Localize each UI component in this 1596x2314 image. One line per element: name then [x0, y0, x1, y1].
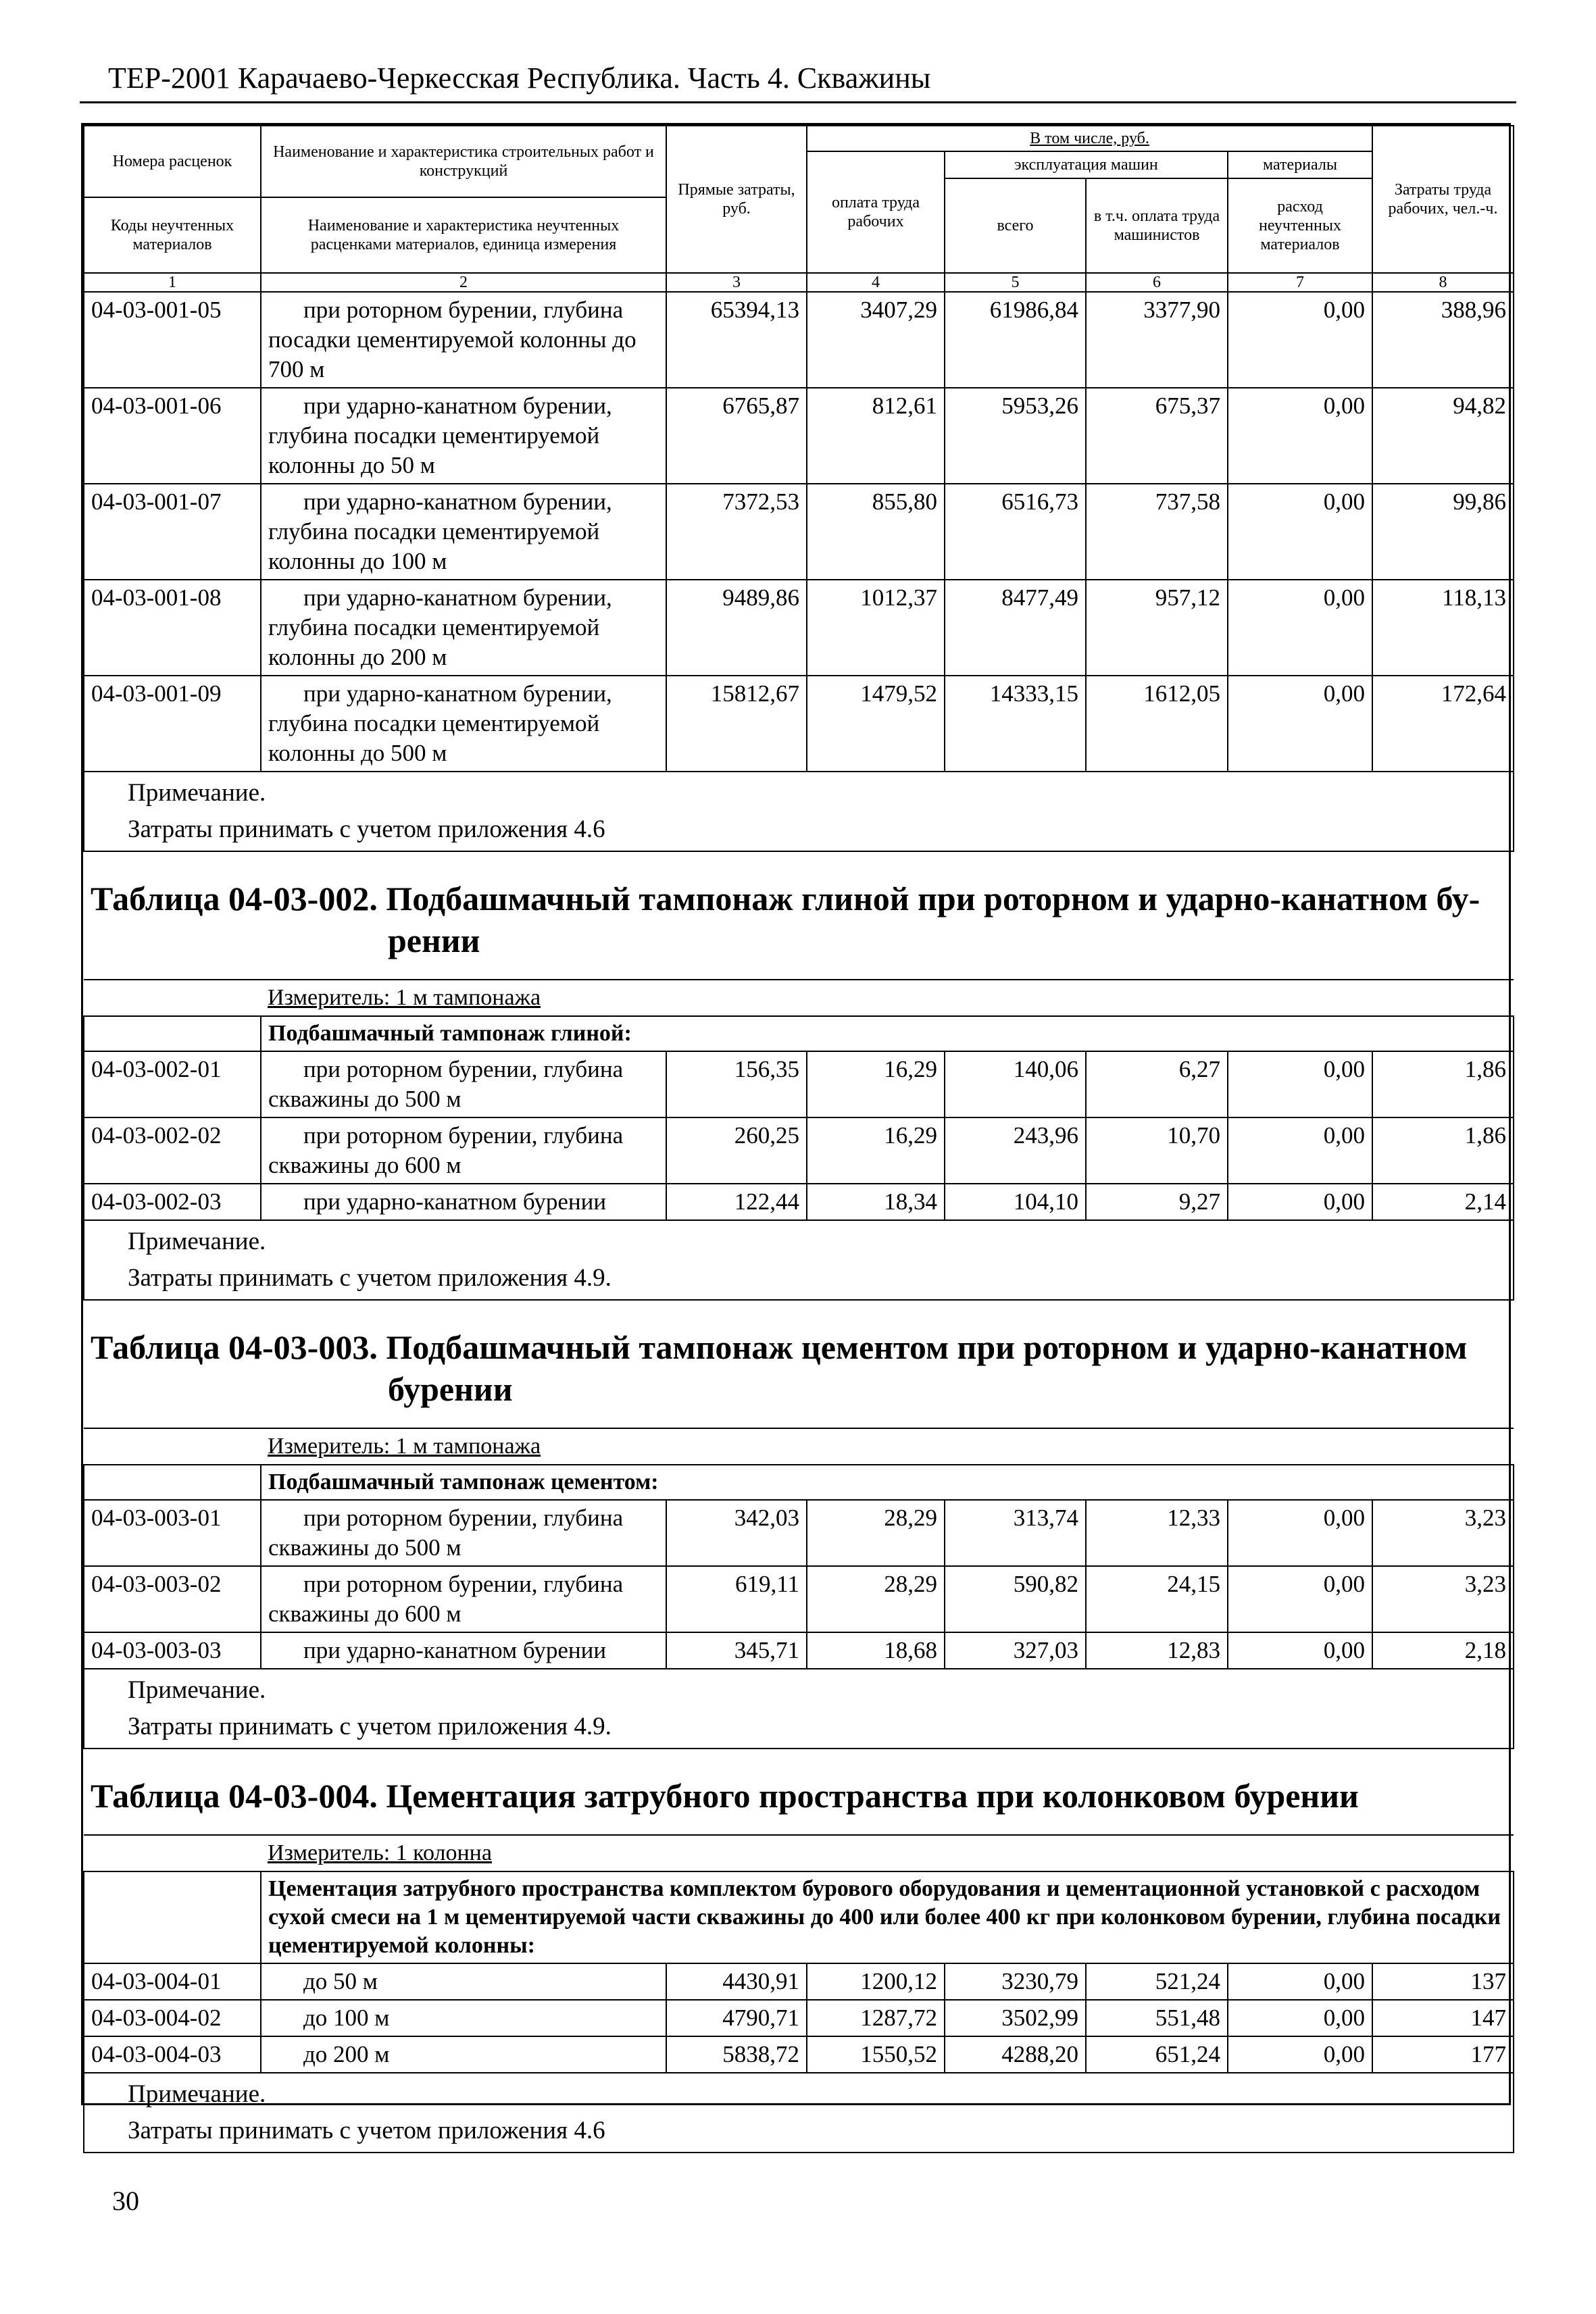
- header-labor-hours: Затраты труда рабочих, чел.-ч.: [1372, 126, 1514, 273]
- rate-value: 3230,79: [945, 1963, 1086, 2000]
- rate-value: 14333,15: [945, 676, 1086, 772]
- table-title-line2: бурении: [388, 1370, 513, 1408]
- rate-value: 0,00: [1228, 1632, 1372, 1669]
- section-subheading: Подбашмачный тампонаж цементом:: [261, 1465, 1514, 1500]
- table-title-line1: Таблица 04-03-004. Цементация затрубного пространства при колонковом бурении: [91, 1777, 1359, 1815]
- rate-value: 140,06: [945, 1051, 1086, 1117]
- rate-value: 0,00: [1228, 2000, 1372, 2036]
- table-row: [84, 1566, 1514, 1632]
- rate-value: 0,00: [1228, 580, 1372, 676]
- rate-value: 5953,26: [945, 388, 1086, 484]
- rate-value: 0,00: [1228, 1051, 1372, 1117]
- rate-value: 388,96: [1372, 292, 1514, 388]
- rate-value: 855,80: [807, 484, 945, 580]
- rate-code: 04-03-003-01: [84, 1500, 261, 1566]
- rate-value: 104,10: [945, 1184, 1086, 1220]
- table-title: [84, 1749, 1514, 1835]
- rate-value: 65394,13: [666, 292, 807, 388]
- rate-code: 04-03-001-07: [84, 484, 261, 580]
- rate-value: 313,74: [945, 1500, 1086, 1566]
- note-text: Затраты принимать с учетом приложения 4.6: [128, 815, 605, 843]
- rate-value: 12,83: [1086, 1632, 1228, 1669]
- rate-description: при ударно-канатном бурении, глубина посадки цементируемой колонны до 500 м: [261, 676, 666, 772]
- header-machine-ops: эксплуатация машин: [945, 151, 1228, 178]
- rate-value: 94,82: [1372, 388, 1514, 484]
- rate-value: 2,18: [1372, 1632, 1514, 1669]
- rate-value: 2,14: [1372, 1184, 1514, 1220]
- rate-code: 04-03-003-02: [84, 1566, 261, 1632]
- table-title: [84, 851, 1514, 980]
- note-title: Примечание.: [128, 2080, 266, 2108]
- rate-description: при ударно-канатном бурении, глубина посадки цементируемой колонны до 200 м: [261, 580, 666, 676]
- header-materials: материалы: [1228, 151, 1372, 178]
- rate-value: 6765,87: [666, 388, 807, 484]
- table-title: [84, 1300, 1514, 1428]
- section-subheading: Цементация затрубного пространства комплектом бурового оборудования и цементационной установкой с расходом сухой смеси на 1 м цементируемой части скважины до 400 или более 400 кг при колонковом бурении, глубина посадки цементируемой колонны:: [261, 1871, 1514, 1963]
- rate-value: 61986,84: [945, 292, 1086, 388]
- page-header: ТЕР-2001 Карачаево-Черкесская Республика. Часть 4. Скважины: [108, 61, 931, 95]
- rate-value: 4288,20: [945, 2036, 1086, 2073]
- rate-description: при ударно-канатном бурении: [261, 1632, 666, 1669]
- rate-value: 1479,52: [807, 676, 945, 772]
- header-direct-costs: Прямые затраты, руб.: [666, 126, 807, 273]
- rates-table: [83, 125, 1514, 2153]
- rates-table-frame: [81, 123, 1511, 2144]
- rate-code: 04-03-001-06: [84, 388, 261, 484]
- rate-value: 3377,90: [1086, 292, 1228, 388]
- rate-value: 172,64: [1372, 676, 1514, 772]
- rate-value: 9,27: [1086, 1184, 1228, 1220]
- measure-unit: Измеритель: 1 м тампонажа: [261, 1428, 1514, 1465]
- rate-value: 345,71: [666, 1632, 807, 1669]
- rate-code: 04-03-003-03: [84, 1632, 261, 1669]
- rate-value: 0,00: [1228, 484, 1372, 580]
- section-subheading: Подбашмачный тампонаж глиной:: [261, 1016, 1514, 1051]
- table-row: [84, 1963, 1514, 2000]
- rate-value: 5838,72: [666, 2036, 807, 2073]
- rate-code: 04-03-001-09: [84, 676, 261, 772]
- rate-value: 99,86: [1372, 484, 1514, 580]
- rate-value: 6516,73: [945, 484, 1086, 580]
- rate-value: 1287,72: [807, 2000, 945, 2036]
- rate-value: 15812,67: [666, 676, 807, 772]
- rate-value: 1550,52: [807, 2036, 945, 2073]
- column-number: 5: [945, 273, 1086, 292]
- rate-value: 0,00: [1228, 1566, 1372, 1632]
- header-including: В том числе, руб.: [807, 126, 1372, 151]
- rate-value: 16,29: [807, 1051, 945, 1117]
- rate-value: 957,12: [1086, 580, 1228, 676]
- rate-description: при роторном бурении, глубина скважины до 600 м: [261, 1566, 666, 1632]
- rate-value: 12,33: [1086, 1500, 1228, 1566]
- rate-value: 260,25: [666, 1117, 807, 1184]
- table-row: [84, 292, 1514, 388]
- rate-description: до 50 м: [261, 1963, 666, 2000]
- rate-value: 0,00: [1228, 388, 1372, 484]
- table-row: [84, 484, 1514, 580]
- rate-value: 342,03: [666, 1500, 807, 1566]
- header-total: всего: [945, 178, 1086, 273]
- rate-value: 1200,12: [807, 1963, 945, 2000]
- note-title: Примечание.: [128, 779, 266, 807]
- table-note: [84, 2073, 1514, 2153]
- rate-value: 3,23: [1372, 1500, 1514, 1566]
- rate-description: до 100 м: [261, 2000, 666, 2036]
- column-number: 7: [1228, 273, 1372, 292]
- rate-description: при ударно-канатном бурении: [261, 1184, 666, 1220]
- rate-value: 1612,05: [1086, 676, 1228, 772]
- rate-value: 8477,49: [945, 580, 1086, 676]
- rate-value: 18,34: [807, 1184, 945, 1220]
- measure-unit: Измеритель: 1 м тампонажа: [261, 980, 1514, 1016]
- rate-value: 18,68: [807, 1632, 945, 1669]
- rate-description: при роторном бурении, глубина скважины до 600 м: [261, 1117, 666, 1184]
- rate-value: 812,61: [807, 388, 945, 484]
- header-incl-machinist-wages: в т.ч. оплата труда машинистов: [1086, 178, 1228, 273]
- table-row: [84, 1500, 1514, 1566]
- rate-value: 10,70: [1086, 1117, 1228, 1184]
- page-number: 30: [112, 2186, 139, 2216]
- column-number: 1: [84, 273, 261, 292]
- note-title: Примечание.: [128, 1228, 266, 1255]
- rate-value: 6,27: [1086, 1051, 1228, 1117]
- rate-description: при роторном бурении, глубина скважины до 500 м: [261, 1051, 666, 1117]
- rate-value: 0,00: [1228, 676, 1372, 772]
- rate-value: 590,82: [945, 1566, 1086, 1632]
- rate-value: 137: [1372, 1963, 1514, 2000]
- rate-value: 327,03: [945, 1632, 1086, 1669]
- rate-description: до 200 м: [261, 2036, 666, 2073]
- rate-value: 0,00: [1228, 2036, 1372, 2073]
- rate-value: 177: [1372, 2036, 1514, 2073]
- rate-value: 619,11: [666, 1566, 807, 1632]
- column-number: 3: [666, 273, 807, 292]
- rate-value: 551,48: [1086, 2000, 1228, 2036]
- rate-value: 3502,99: [945, 2000, 1086, 2036]
- header-labor-wages: оплата труда рабочих: [807, 151, 945, 273]
- rate-code: 04-03-002-03: [84, 1184, 261, 1220]
- rate-code: 04-03-002-02: [84, 1117, 261, 1184]
- note-text: Затраты принимать с учетом приложения 4.9.: [128, 1713, 612, 1740]
- rate-value: 4790,71: [666, 2000, 807, 2036]
- note-text: Затраты принимать с учетом приложения 4.9.: [128, 1264, 612, 1292]
- table-row: [84, 2036, 1514, 2073]
- rate-description: при ударно-канатном бурении, глубина посадки цементируемой колонны до 100 м: [261, 484, 666, 580]
- measure-unit: Измеритель: 1 колонна: [261, 1835, 1514, 1871]
- rate-code: 04-03-004-03: [84, 2036, 261, 2073]
- header-col2-bottom: Наименование и характеристика неучтенных расценками материалов, единица измерения: [261, 197, 666, 273]
- column-number: 4: [807, 273, 945, 292]
- note-text: Затраты принимать с учетом приложения 4.6: [128, 2117, 605, 2144]
- rate-value: 1,86: [1372, 1051, 1514, 1117]
- rate-value: 0,00: [1228, 1500, 1372, 1566]
- header-unaccounted-materials: расход неучтенных материалов: [1228, 178, 1372, 273]
- rate-value: 0,00: [1228, 1963, 1372, 2000]
- rate-description: при ударно-канатном бурении, глубина посадки цементируемой колонны до 50 м: [261, 388, 666, 484]
- column-number: 8: [1372, 273, 1514, 292]
- table-note: [84, 1220, 1514, 1300]
- rate-code: 04-03-002-01: [84, 1051, 261, 1117]
- rate-value: 3407,29: [807, 292, 945, 388]
- table-title-line1: Таблица 04-03-002. Подбашмачный тампонаж глиной при роторном и ударно-канатном бу-: [91, 880, 1480, 917]
- table-row: [84, 1051, 1514, 1117]
- table-row: [84, 1117, 1514, 1184]
- table-row: [84, 1184, 1514, 1220]
- rate-value: 675,37: [1086, 388, 1228, 484]
- header-col1-top: Номера расценок: [84, 126, 261, 197]
- table-row: [84, 388, 1514, 484]
- column-number: 2: [261, 273, 666, 292]
- rate-code: 04-03-004-01: [84, 1963, 261, 2000]
- rate-value: 3,23: [1372, 1566, 1514, 1632]
- note-title: Примечание.: [128, 1676, 266, 1704]
- table-title-line2: рении: [388, 922, 480, 959]
- rate-value: 737,58: [1086, 484, 1228, 580]
- rate-value: 0,00: [1228, 292, 1372, 388]
- rate-value: 651,24: [1086, 2036, 1228, 2073]
- rate-value: 0,00: [1228, 1184, 1372, 1220]
- rate-description: при роторном бурении, глубина скважины до 500 м: [261, 1500, 666, 1566]
- rate-value: 16,29: [807, 1117, 945, 1184]
- rate-value: 9489,86: [666, 580, 807, 676]
- table-row: [84, 1632, 1514, 1669]
- table-row: [84, 580, 1514, 676]
- rate-value: 28,29: [807, 1500, 945, 1566]
- table-note: [84, 1669, 1514, 1749]
- rate-code: 04-03-004-02: [84, 2000, 261, 2036]
- rate-code: 04-03-001-05: [84, 292, 261, 388]
- rate-value: 7372,53: [666, 484, 807, 580]
- rate-value: 28,29: [807, 1566, 945, 1632]
- rate-value: 1,86: [1372, 1117, 1514, 1184]
- table-row: [84, 676, 1514, 772]
- table-title-line1: Таблица 04-03-003. Подбашмачный тампонаж цементом при роторном и ударно-канатном: [91, 1328, 1468, 1366]
- header-rule: [80, 101, 1516, 103]
- rate-value: 156,35: [666, 1051, 807, 1117]
- table-row: [84, 2000, 1514, 2036]
- rate-description: при роторном бурении, глубина посадки цементируемой колонны до 700 м: [261, 292, 666, 388]
- rate-value: 122,44: [666, 1184, 807, 1220]
- rate-value: 4430,91: [666, 1963, 807, 2000]
- rate-value: 521,24: [1086, 1963, 1228, 2000]
- rate-value: 0,00: [1228, 1117, 1372, 1184]
- header-col1-bottom: Коды неучтенных материалов: [84, 197, 261, 273]
- rate-value: 118,13: [1372, 580, 1514, 676]
- rate-code: 04-03-001-08: [84, 580, 261, 676]
- rate-value: 243,96: [945, 1117, 1086, 1184]
- rate-value: 24,15: [1086, 1566, 1228, 1632]
- column-number: 6: [1086, 273, 1228, 292]
- rate-value: 147: [1372, 2000, 1514, 2036]
- rate-value: 1012,37: [807, 580, 945, 676]
- table-note: [84, 772, 1514, 851]
- header-col2-top: Наименование и характеристика строительных работ и конструкций: [261, 126, 666, 197]
